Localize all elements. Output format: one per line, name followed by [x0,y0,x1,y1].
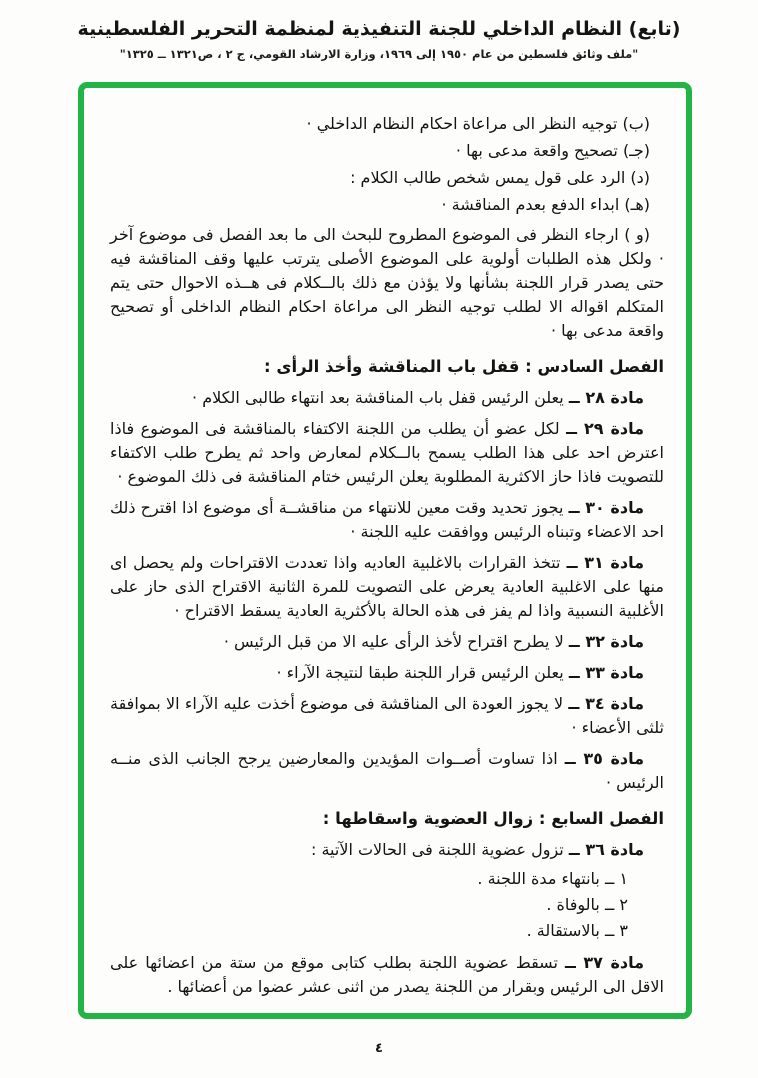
item-text: الرد على قول يمس شخص طالب الكلام : [350,168,626,187]
item-marker: (جـ) [622,141,650,160]
article-label: مادة ٣٢ ــ [568,632,644,651]
item-text: تصحيح واقعة مدعى بها · [455,141,618,160]
article-text: تتخذ القرارات بالاغلبية العاديه واذا تعددت الاقتراحات ولم يحصل اى منها على الاغلبية العادية يعرض على التصويت للمرة الثانية الاقتراح الذى حاز على الأغلبية النسبية واذا لم يفز فى هذه الحالة بالأكثرية العادية يسقط الاقتراح · [110,553,664,620]
article-label: مادة ٣٠ ــ [568,498,644,517]
case-item-1: ١ ــ بانتهاء مدة اللجنة . [477,869,628,888]
lettered-item-w [110,223,664,343]
article-label: مادة ٣٣ ــ [568,663,644,682]
article-text: اذا تساوت أصــوات المؤيدين والمعارضين يرجح الجانب الذى منــه الرئيس · [110,749,664,792]
article-text: لا يجوز العودة الى المناقشة فى موضوع أخذت عليه الآراء الا بموافقة ثلثى الأعضاء · [110,694,664,737]
item-marker: (و ) [624,225,651,244]
article-text: تسقط عضوية اللجنة بطلب كتابى موقع من ستة من اعضائها على الاقل الى الرئيس وبقرار من اللجنة يصدر من اثنى عشر عضوا من أعضائها . [110,953,664,996]
membership-termination-cases [110,866,664,944]
article-label: مادة ٢٩ ــ [566,419,645,438]
article-label: مادة ٣٧ ــ [564,953,645,972]
chapter-seven-heading: الفصل السابع : زوال العضوية واسقاطها : [322,809,664,828]
article-label: مادة ٣٤ ــ [568,694,645,713]
page-number: ٤ [375,1041,383,1056]
document-header [0,0,758,61]
item-text: توجيه النظر الى مراعاة احكام النظام الداخلي · [306,114,618,133]
lettered-item-d [110,164,664,191]
article-30 [110,496,664,544]
item-marker: (ب) [622,114,650,133]
article-33 [110,661,664,685]
article-34 [110,692,664,740]
article-label: مادة ٣٥ ــ [564,749,645,768]
article-32 [110,630,664,654]
item-marker: (د) [630,168,650,187]
document-title: (تابع) النظام الداخلي للجنة التنفيذية لمنظمة التحرير الفلسطينية [77,18,681,40]
article-label: مادة ٢٨ ــ [568,388,644,407]
lettered-item-b [110,110,664,137]
lettered-item-h [110,191,664,218]
article-35 [110,747,664,795]
chapter-six-heading: الفصل السادس : قفل باب المناقشة وأخذ الرأى : [264,357,664,376]
content-frame [78,82,692,1019]
article-text: لكل عضو أن يطلب من اللجنة الاكتفاء بالمناقشة فى الموضوع فاذا اعترض احد على هذا الطلب يسمح بالــكلام لمعارض واحد ثم يطرح طلب الاكتفاء للتصويت فاذا حاز الاكثرية المطلوبة يعلن الرئيس ختام المناقشة فى ذلك الموضوع · [110,419,664,486]
article-label: مادة ٣١ ــ [566,553,645,572]
article-28 [110,386,664,410]
item-marker: (هـ) [624,195,650,214]
article-text: يعلن الرئيس قفل باب المناقشة بعد انتهاء طالبى الكلام · [192,388,564,407]
article-31 [110,551,664,623]
case-item-3: ٣ ــ بالاستقالة . [526,921,628,940]
case-item-2: ٢ ــ بالوفاة . [546,895,628,914]
article-text: يعلن الرئيس قرار اللجنة طبقا لنتيجة الآراء · [276,663,564,682]
document-body [84,88,686,1013]
article-text: يجوز تحديد وقت معين للانتهاء من مناقشــة أى موضوع اذا اقترح ذلك احد الاعضاء وتبناه الرئيس ووافقت عليه اللجنة · [110,498,664,541]
article-37 [110,951,664,999]
article-text: تزول عضوية اللجنة فى الحالات الآتية : [310,840,564,859]
lettered-item-j [110,137,664,164]
article-29 [110,417,664,489]
item-text: ارجاء النظر فى الموضوع المطروح للبحث الى ما بعد الفصل فى موضوع آخر · ولكل هذه الطلبات أولوية على الموضوع الأصلى يترتب عليها وقف المناقشة فيه حتى يصدر قرار اللجنة بشأنها ولا يؤذن مع ذلك بالــكلام فى هــذه الاحوال حتى يتم المتكلم اقواله الا لطلب توجيه النظر الى مراعاة احكام النظام الداخلى أو تصحيح واقعة مدعى بها · [110,225,664,340]
article-text: لا يطرح اقتراح لأخذ الرأى عليه الا من قبل الرئيس · [223,632,564,651]
article-label: مادة ٣٦ ــ [568,840,644,859]
article-36 [110,838,664,862]
source-citation: "ملف وثائق فلسطين من عام ١٩٥٠ إلى ١٩٦٩، وزارة الارشاد القومي، ج ٢ ، ص١٣٢١ ــ ١٣٢٥" [119,47,639,61]
item-text: ابداء الدفع بعدم المناقشة · [441,195,620,214]
